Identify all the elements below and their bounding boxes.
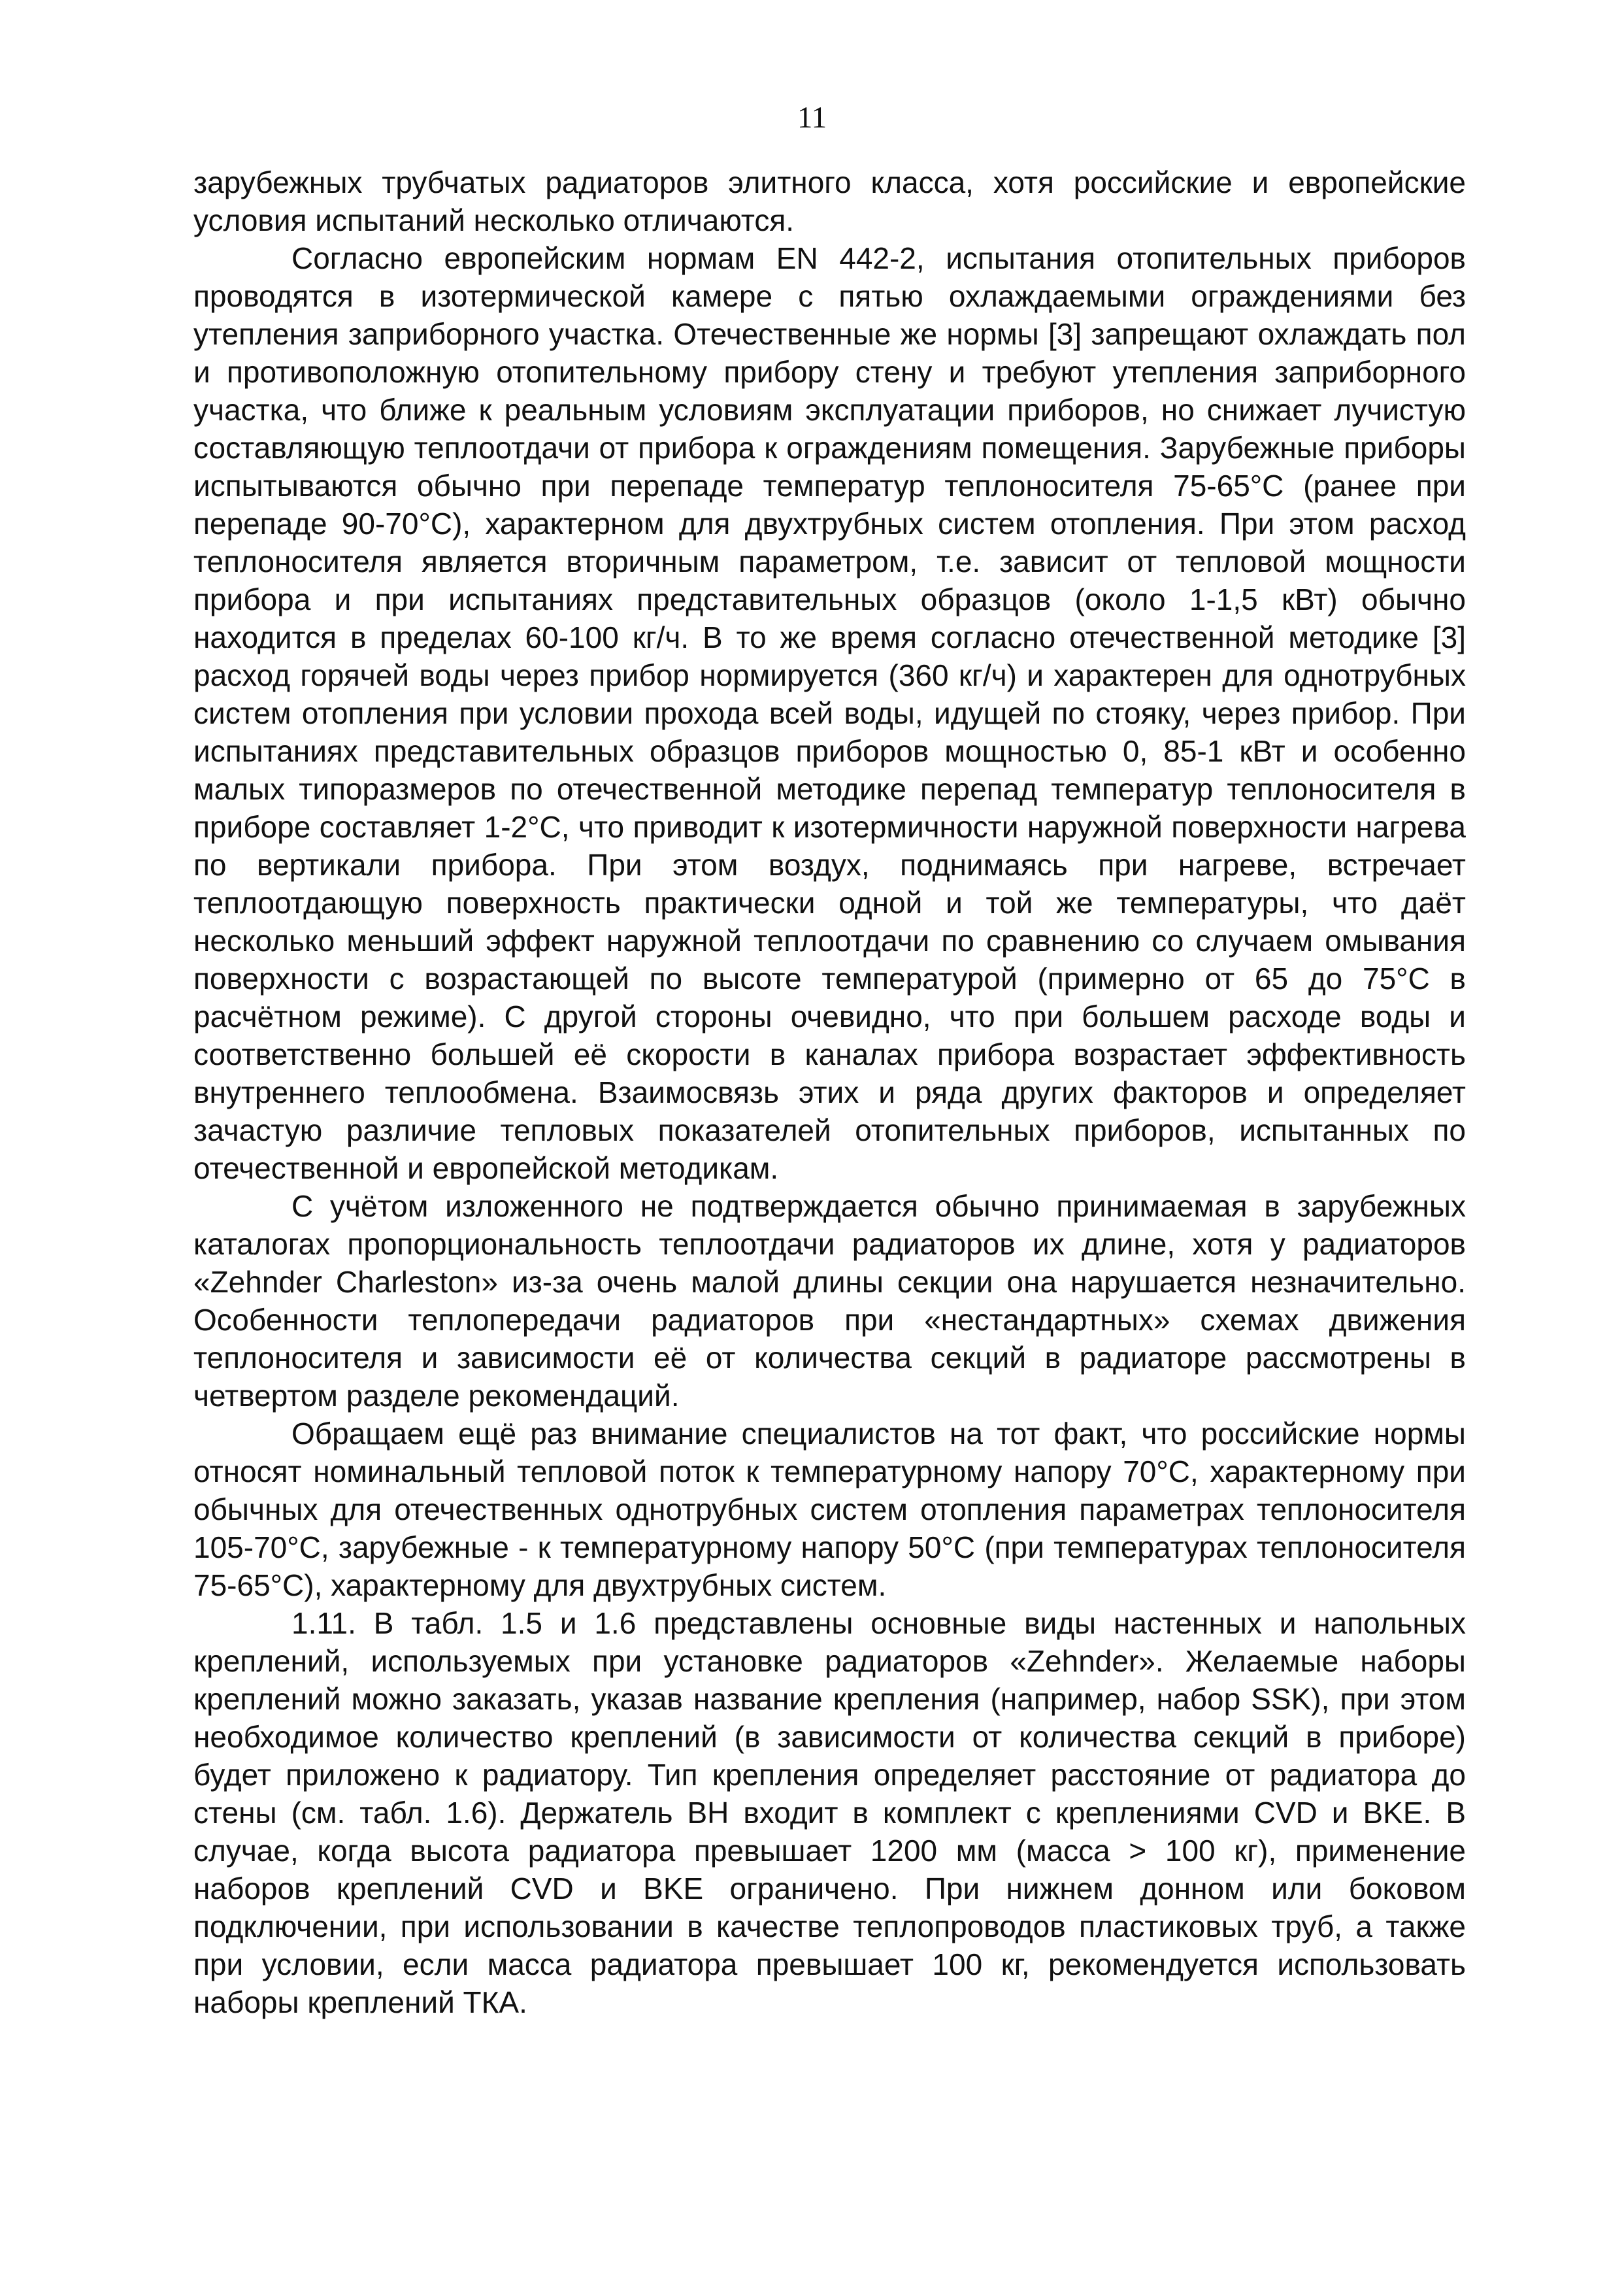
page-number: 11 <box>797 101 827 135</box>
paragraph-mountings: 1.11. В табл. 1.5 и 1.6 представлены основные виды настенных и напольных креплений, используемых при установке радиаторов «Zehnder». Желаемые наборы креплений можно заказать, указав название крепления (например, набор SSK), при этом необходимое количество креплений (в зависимости от количества секций в приборе) будет приложено к радиатору. Тип крепления определяет расстояние от радиатора до стены (см. табл. 1.6). Держатель ВН входит в комплект с креплениями CVD и BKE. В случае, когда высота радиатора превышает 1200 мм (масса > 100 кг), применение наборов креплений CVD и BKE ограничено. При нижнем донном или боковом подключении, при использовании в качестве теплопроводов пластиковых труб, а также при условии, если масса радиатора превышает 100 кг, рекомендуется использовать наборы креплений ТКА. <box>193 1606 1466 2019</box>
paragraph-proportionality: С учётом изложенного не подтверждается обычно принимаемая в зарубежных каталогах пропорциональность теплоотдачи радиаторов их длине, хотя у радиаторов «Zehnder Charleston» из-за очень малой длины секции она нарушается незначительно. Особенности теплопередачи радиаторов при «нестандартных» схемах движения теплоносителя и зависимости её от количества секций в радиаторе рассмотрены в четвертом разделе рекомендаций. <box>193 1189 1466 1413</box>
paragraph-nominal-heat-flow: Обращаем ещё раз внимание специалистов на тот факт, что российские нормы относят номинальный тепловой поток к температурному напору 70°С, характерному при обычных для отечественных однотрубных систем отопления параметрах теплоносителя 105-70°С, зарубежные - к температурному напору 50°С (при температурах теплоносителя 75-65°С), характерному для двухтрубных систем. <box>193 1417 1466 1602</box>
paragraph-continuation: зарубежных трубчатых радиаторов элитного класса, хотя российские и европейские условия испытаний несколько отличаются. <box>193 165 1466 237</box>
body-text <box>193 163 1466 2021</box>
paragraph-testing-norms: Согласно европейским нормам EN 442-2, испытания отопительных приборов проводятся в изотермической камере с пятью охлаждаемыми ограждениями без утепления заприборного участка. Отечественные же нормы [3] запрещают охлаждать пол и противоположную отопительному прибору стену и требуют утепления заприборного участка, что ближе к реальным условиям эксплуатации приборов, но снижает лучистую составляющую теплоотдачи от прибора к ограждениям помещения. Зарубежные приборы испытываются обычно при перепаде температур теплоносителя 75-65°С (ранее при перепаде 90-70°С), характерном для двухтрубных систем отопления. При этом расход теплоносителя является вторичным параметром, т.е. зависит от тепловой мощности прибора и при испытаниях представительных образцов (около 1-1,5 кВт) обычно находится в пределах 60-100 кг/ч. В то же время согласно отечественной методике [3] расход горячей воды через прибор нормируется (360 кг/ч) и характерен для однотрубных систем отопления при условии прохода всей воды, идущей по стояку, через прибор. При испытаниях представительных образцов приборов мощностью 0, 85-1 кВт и особенно малых типоразмеров по отечественной методике перепад температур теплоносителя в приборе составляет 1-2°С, что приводит к изотермичности наружной поверхности нагрева по вертикали прибора. При этом воздух, поднимаясь при нагреве, встречает теплоотдающую поверхность практически одной и той же температуры, что даёт несколько меньший эффект наружной теплоотдачи по сравнению со случаем омывания поверхности с возрастающей по высоте температурой (примерно от 65 до 75°С в расчётном режиме). С другой стороны очевидно, что при большем расходе воды и соответственно большей её скорости в каналах прибора возрастает эффективность внутреннего теплообмена. Взаимосвязь этих и ряда других факторов и определяет зачастую различие тепловых показателей отопительных приборов, испытанных по отечественной и европейской методикам. <box>193 241 1466 1185</box>
